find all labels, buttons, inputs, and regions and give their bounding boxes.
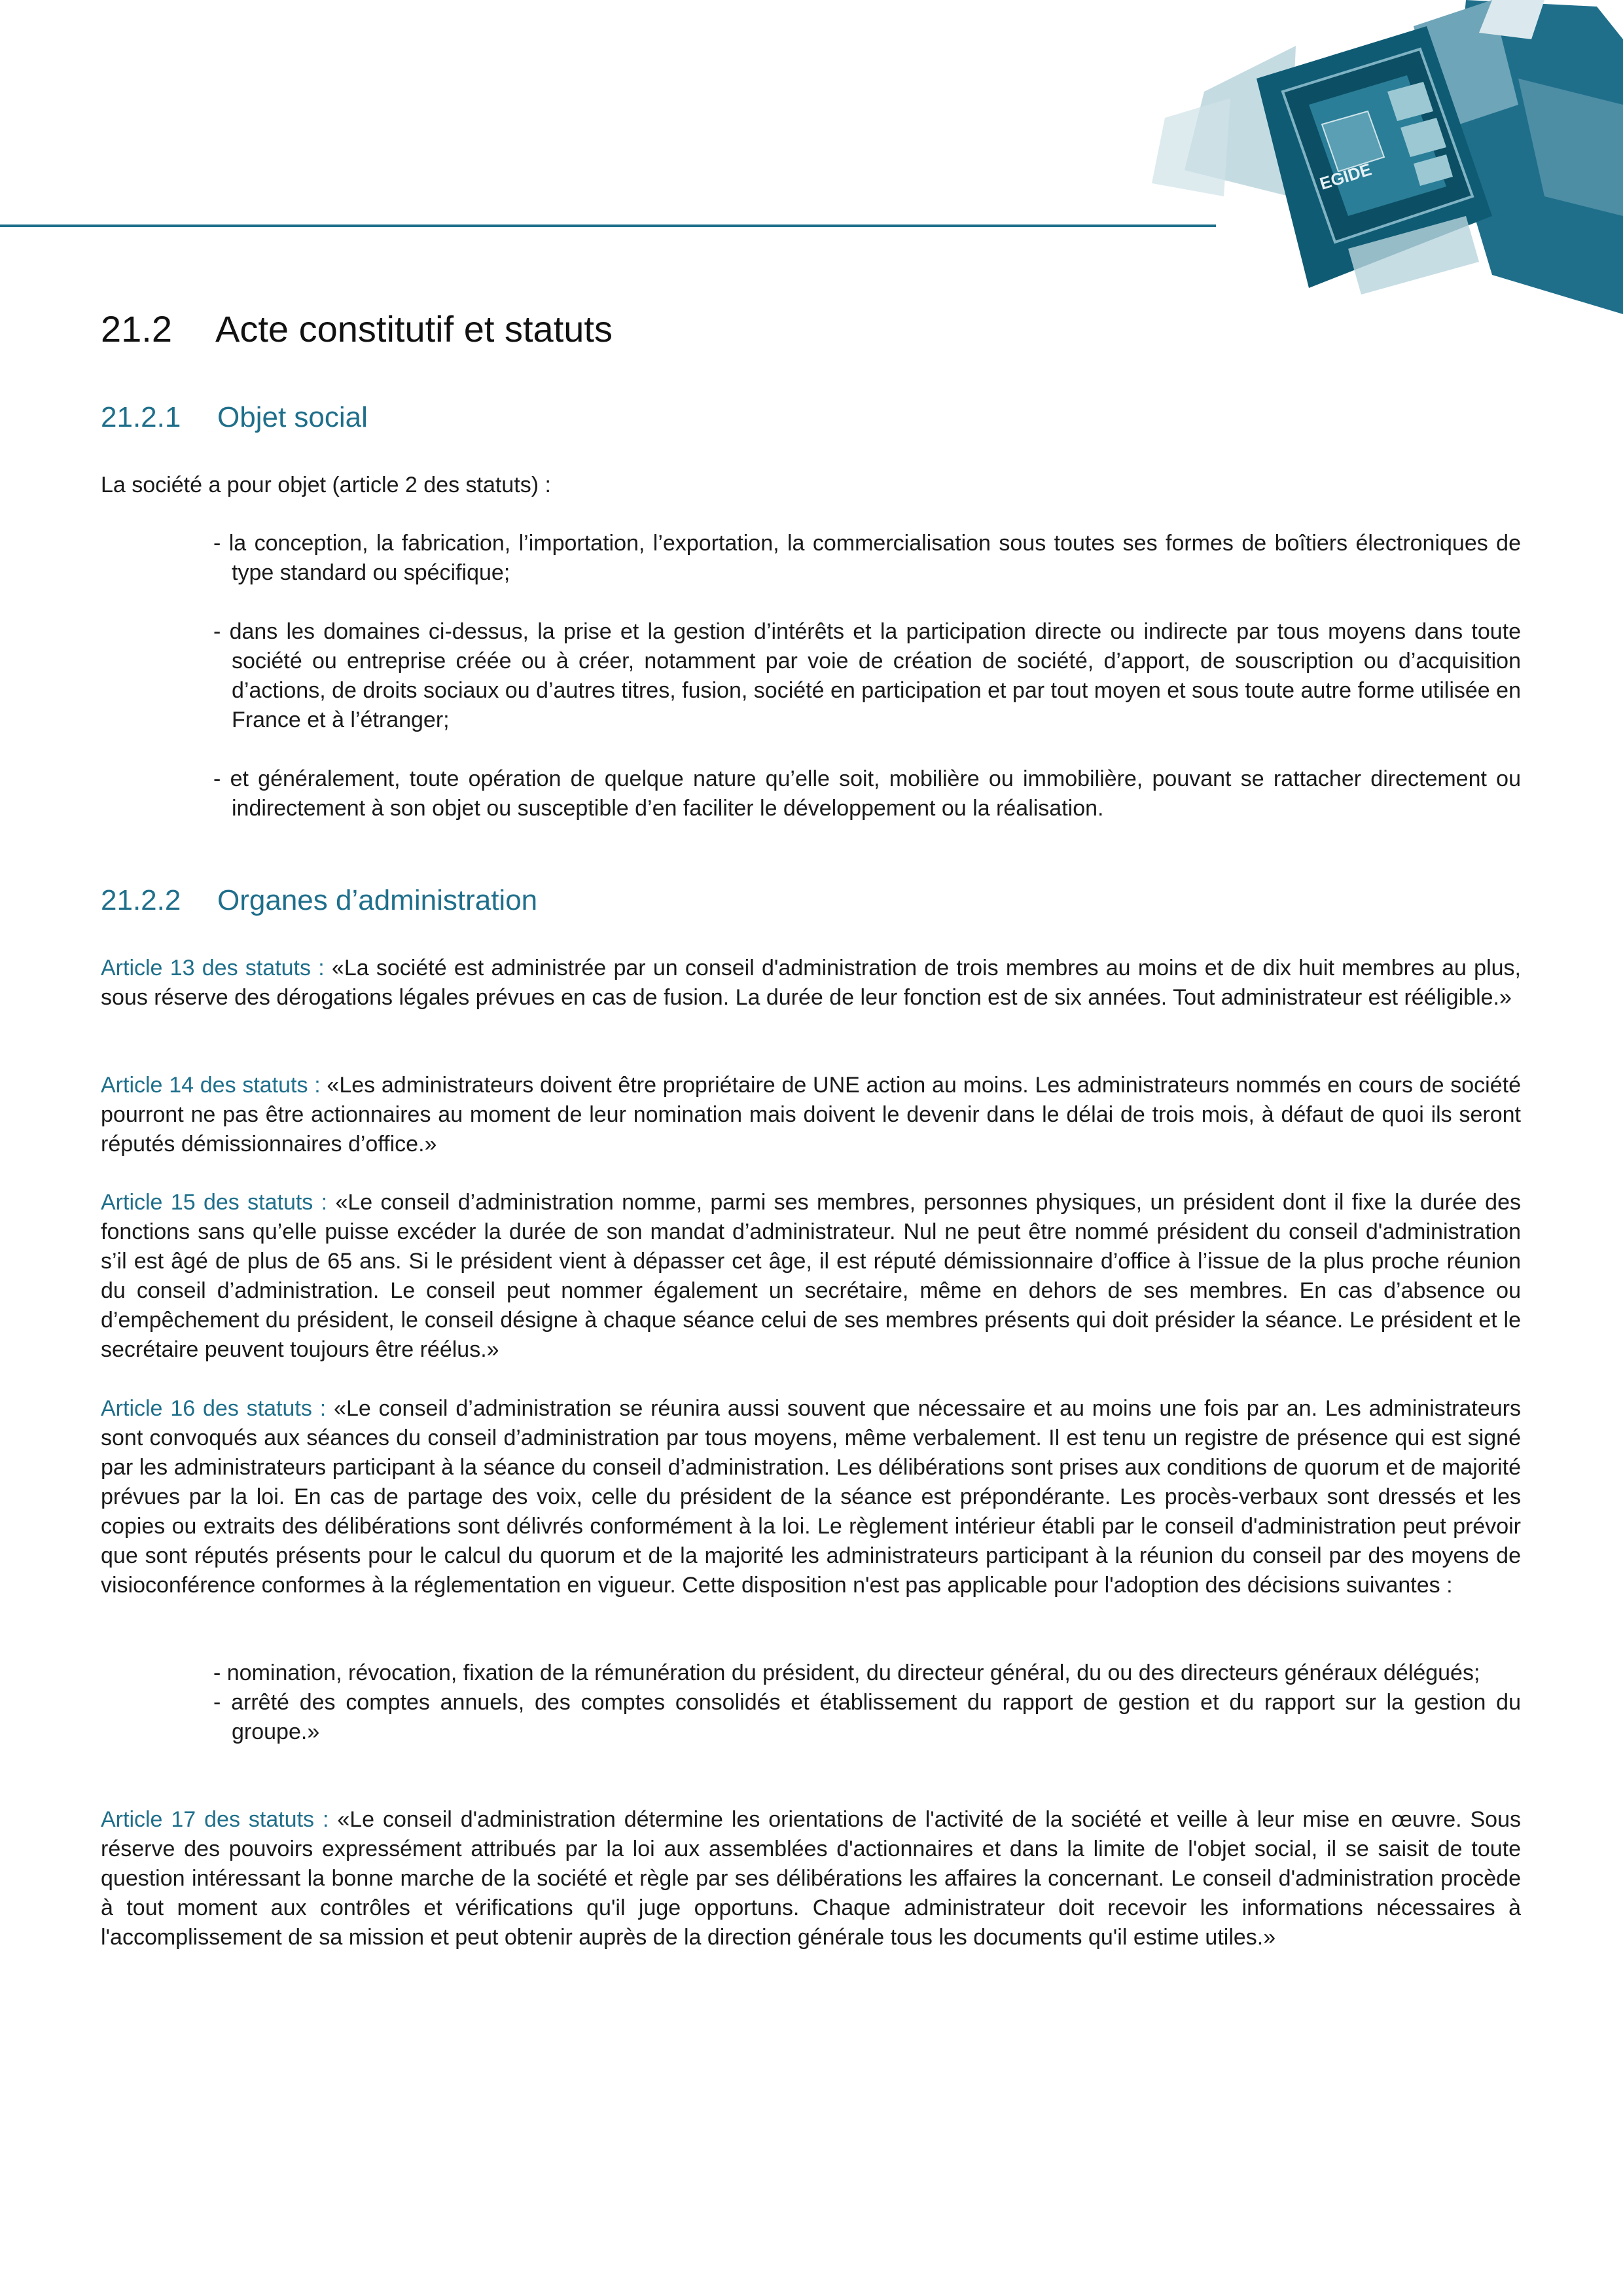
article-17 bbox=[101, 1805, 1521, 1952]
article-14 bbox=[101, 1071, 1521, 1159]
article-15 bbox=[101, 1188, 1521, 1365]
list-item: - arrêté des comptes annuels, des comptes consolidés et établissement du rapport de gestion et du rapport sur la gestion du groupe.» bbox=[213, 1690, 1521, 1744]
subsection-heading-objet-social bbox=[101, 401, 368, 434]
list-item: - la conception, la fabrication, l’importation, l’exportation, la commercialisation sous toutes ses formes de boîtiers électroniques de type standard ou spécifique; bbox=[213, 531, 1521, 585]
egide-logo: EGIDE bbox=[1317, 159, 1374, 194]
subsection-title: Objet social bbox=[217, 401, 368, 433]
objet-list bbox=[213, 529, 1521, 823]
article-ref: Article 17 des statuts : bbox=[101, 1807, 329, 1832]
subsection-number: 21.2.2 bbox=[101, 884, 181, 916]
subsection-number: 21.2.1 bbox=[101, 401, 181, 433]
article-13 bbox=[101, 954, 1521, 1013]
section-title: Acte constitutif et statuts bbox=[215, 308, 613, 350]
article-text: «Le conseil d’administration se réunira aussi souvent que nécessaire et au moins une fois par an. Les administrateurs sont convoqués aux séances du conseil d’administration par tous moyens, même verbalement. Il est tenu un registre de présence qui est signé par les administrateurs participant à la séance du conseil d’administration. Les délibérations sont prises aux conditions de quorum et de majorité prévues par la loi. En cas de partage des voix, celle du président de la séance est prépondérante. Les procès-verbaux sont dressés et les copies ou extraits des délibérations sont délivrés conformément à la loi. Le règlement intérieur établi par le conseil d'administration peut prévoir que sont réputés présents pour le calcul du quorum et de la majorité les administrateurs participant à la réunion du conseil par des moyens de visioconférence conformes à la réglementation en vigueur. Cette disposition n'est pas applicable pour l'adoption des décisions suivantes : bbox=[101, 1396, 1521, 1598]
list-item: - et généralement, toute opération de quelque nature qu’elle soit, mobilière ou immobilière, pouvant se rattacher directement ou indirectement à son objet ou susceptible d’en faciliter le développement ou la réalisation. bbox=[213, 766, 1521, 821]
header-banner-art bbox=[1126, 0, 1623, 314]
article-ref: Article 13 des statuts : bbox=[101, 956, 325, 980]
section-number: 21.2 bbox=[101, 308, 172, 350]
article-16-list bbox=[213, 1659, 1521, 1747]
article-text: «Les administrateurs doivent être propriétaire de UNE action au moins. Les administrateurs nommés en cours de société pourront ne pas être actionnaires au moment de leur nomination mais doivent le devenir dans le délai de trois mois, à défaut de quoi ils seront réputés démissionnaires d’office.» bbox=[101, 1073, 1521, 1157]
article-text: «La société est administrée par un conseil d'administration de trois membres au moins et de dix huit membres au plus, sous réserve des dérogations légales prévues en cas de fusion. La durée de leur fonction est de six années. Tout administrateur est rééligible.» bbox=[101, 956, 1521, 1010]
subsection-heading-organes bbox=[101, 884, 537, 917]
article-ref: Article 15 des statuts : bbox=[101, 1190, 328, 1215]
objet-intro: La société a pour objet (article 2 des statuts) : bbox=[101, 473, 551, 497]
article-text: «Le conseil d’administration nomme, parmi ses membres, personnes physiques, un président dont il fixe la durée des fonctions sans qu’elle puisse excéder la durée de son mandat d’administrateur. Nul ne peut être nommé président du conseil d'administration s’il est âgé de plus de 65 ans. Si le président vient à dépasser cet âge, il est réputé démissionnaire d’office à l’issue de la plus proche réunion du conseil d’administration. Le conseil peut nommer également un secrétaire, même en dehors de ses membres. En cas d’absence ou d’empêchement du président, le conseil désigne à chaque séance celui de ses membres présents qui doit présider la séance. Le président et le secrétaire peuvent toujours être réélus.» bbox=[101, 1190, 1521, 1362]
article-ref: Article 16 des statuts : bbox=[101, 1396, 327, 1421]
list-item: - nomination, révocation, fixation de la rémunération du président, du directeur général, du ou des directeurs généraux délégués; bbox=[213, 1660, 1480, 1685]
header-rule bbox=[0, 224, 1216, 227]
subsection-title: Organes d’administration bbox=[217, 884, 538, 916]
list-item: - dans les domaines ci-dessus, la prise et la gestion d’intérêts et la participation directe ou indirecte par tous moyens dans toute société ou entreprise créée ou à créer, notamment par voie de création de société, d’apport, de souscription ou d’acquisition d’actions, de droits sociaux ou d’autres titres, fusion, société en participation et par tout moyen et sous toute autre forme utilisée en France et à l’étranger; bbox=[213, 619, 1521, 732]
article-text: «Le conseil d'administration détermine les orientations de l'activité de la société et veille à leur mise en œuvre. Sous réserve des pouvoirs expressément attribués par la loi aux assemblées d'actionnaires et dans la limite de l'objet social, il se saisit de toute question intéressant la bonne marche de la société et règle par ses délibérations les affaires la concernant. Le conseil d'administration procède à tout moment aux contrôles et vérifications qu'il juge opportuns. Chaque administrateur doit recevoir les informations nécessaires à l'accomplissement de sa mission et peut obtenir auprès de la direction générale tous les documents qu'il estime utiles.» bbox=[101, 1807, 1521, 1950]
article-ref: Article 14 des statuts : bbox=[101, 1073, 321, 1098]
section-heading-21-2 bbox=[101, 308, 613, 350]
article-16 bbox=[101, 1394, 1521, 1600]
